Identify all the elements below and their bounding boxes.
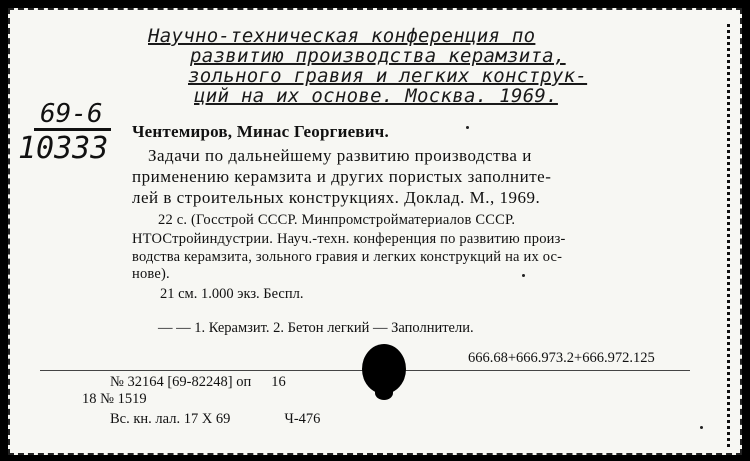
ink-speck [522, 274, 525, 277]
title-line: Задачи по дальнейшему развитию производства и [148, 146, 532, 165]
call-number-bottom: 10333 [18, 131, 109, 166]
imprint-line: 22 с. (Госстрой СССР. Минпромстройматериалов СССР. [158, 212, 516, 228]
registry-number: № 32164 [69-82248] оп [110, 374, 252, 390]
udc-classification: 666.68+666.973.2+666.972.125 [468, 350, 655, 366]
imprint-line: НТОСтройиндустрии. Науч.-техн. конференция по развитию произ- [132, 231, 566, 247]
registry-suffix: 16 [271, 374, 286, 390]
registry-line-2: 18 № 1519 [82, 391, 147, 407]
ink-speck [700, 426, 703, 429]
handwritten-heading [148, 26, 708, 106]
title-line: применению керамзита и других пористых заполните- [132, 167, 552, 186]
registry-line-3 [110, 411, 320, 428]
ink-speck [466, 126, 469, 129]
subject-headings: — — 1. Керамзит. 2. Бетон легкий — Заполнители. [158, 320, 474, 336]
heading-line: развитию производства керамзита, [190, 45, 566, 67]
punch-hole-notch [375, 386, 393, 400]
heading-line: Научно-техническая конференция по [148, 25, 536, 47]
author-heading: Чентемиров, Минас Георгиевич. [132, 122, 389, 141]
order-code: Ч-476 [284, 411, 321, 427]
title-line: лей в строительных конструкциях. Доклад. М., 1969. [132, 188, 541, 207]
imprint-line: нове). [132, 266, 170, 282]
heading-line: ций на их основе. Москва. 1969. [194, 85, 558, 107]
collation-line: 21 см. 1.000 экз. Беспл. [160, 286, 304, 302]
call-number-top: 69-6 [34, 100, 111, 131]
card-edge-dots [727, 24, 730, 447]
imprint-line: водства керамзита, зольного гравия и легких конструкций на их ос- [132, 249, 563, 265]
signed-date: Вс. кн. лал. 17 X 69 [110, 411, 231, 427]
registry-line [110, 374, 286, 391]
heading-line: зольного гравия и легких конструк- [188, 65, 588, 87]
